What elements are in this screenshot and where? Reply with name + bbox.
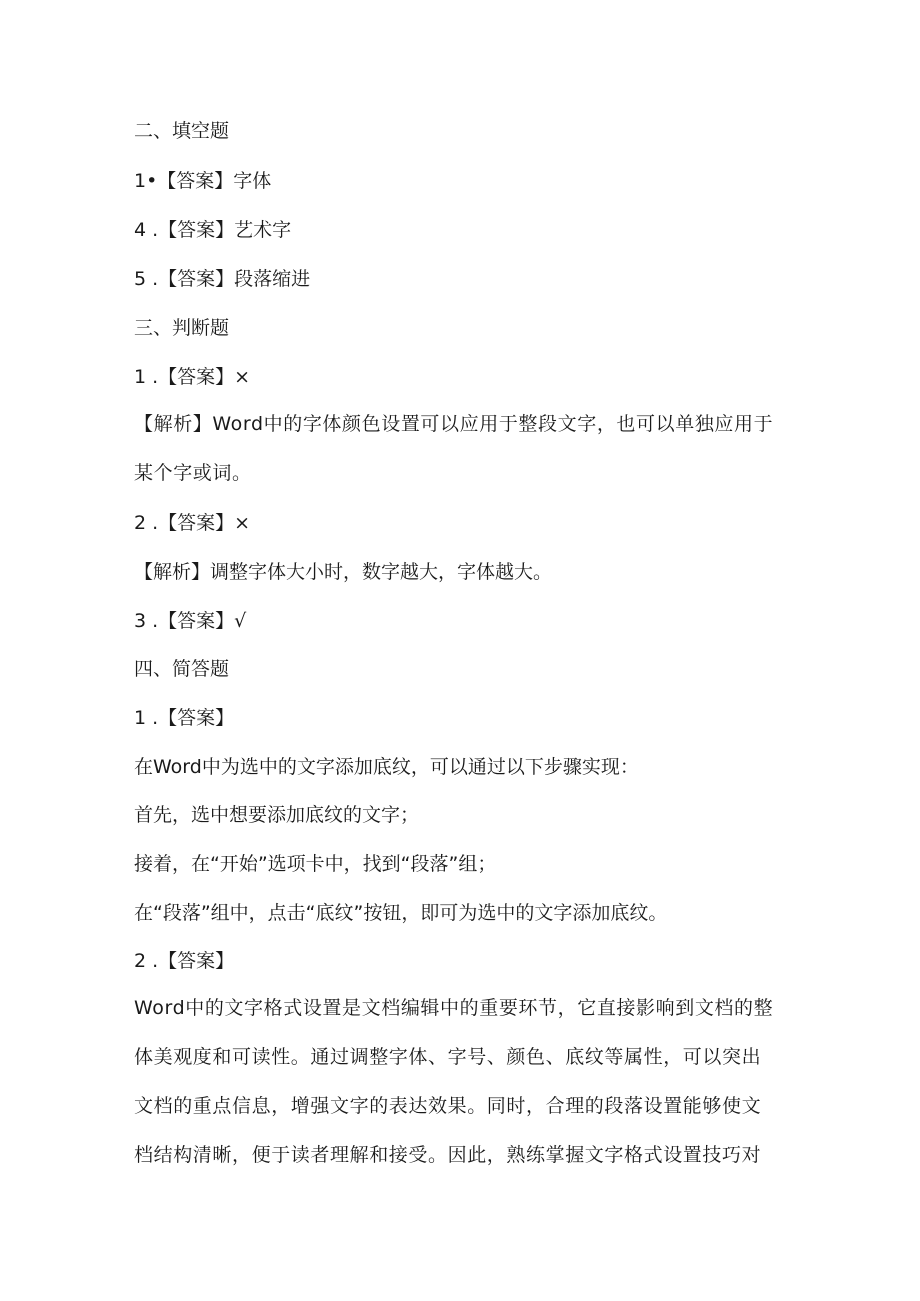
- body-line: 在“段落”组中，点击“底纹”按钮，即可为选中的文字添加底纹。: [134, 902, 668, 924]
- answer-line: 1 .【答案】: [134, 707, 235, 729]
- section-heading-short-answer: 四、简答题: [134, 658, 230, 680]
- body-line: Word中的文字格式设置是文档编辑中的重要环节，它直接影响到文档的整: [134, 997, 774, 1019]
- answer-line: 5 .【答案】段落缩进: [134, 268, 311, 290]
- answer-line: 3 .【答案】√: [134, 610, 247, 632]
- answer-line: 1•【答案】字体: [134, 170, 272, 192]
- body-line: 档结构清晰，便于读者理解和接受。因此，熟练掌握文字格式设置技巧对: [134, 1144, 762, 1166]
- explanation-line: 【解析】调整字体大小时，数字越大，字体越大。: [134, 561, 553, 583]
- answer-line: 4 .【答案】艺术字: [134, 219, 292, 241]
- answer-line: 2 .【答案】: [134, 950, 235, 972]
- body-line: 在Word中为选中的文字添加底纹，可以通过以下步骤实现：: [134, 756, 639, 778]
- body-paragraph: [134, 984, 786, 1180]
- explanation-line: 【解析】Word中的字体颜色设置可以应用于整段文字，也可以单独应用于: [134, 413, 774, 435]
- section-heading-true-false: 三、判断题: [134, 317, 230, 339]
- section-heading-fill-blank: 二、填空题: [134, 120, 230, 142]
- body-line: 文档的重点信息，增强文字的表达效果。同时，合理的段落设置能够使文: [134, 1095, 762, 1117]
- body-line: 接着，在“开始”选项卡中，找到“段落”组；: [134, 853, 497, 875]
- answer-line: 1 .【答案】×: [134, 366, 251, 388]
- body-line: 首先，选中想要添加底纹的文字；: [134, 804, 420, 826]
- body-line: 体美观度和可读性。通过调整字体、字号、颜色、底纹等属性，可以突出: [134, 1046, 762, 1068]
- answer-line: 2 .【答案】×: [134, 512, 251, 534]
- explanation-line: 某个字或词。: [134, 462, 252, 484]
- explanation-paragraph: [134, 400, 786, 498]
